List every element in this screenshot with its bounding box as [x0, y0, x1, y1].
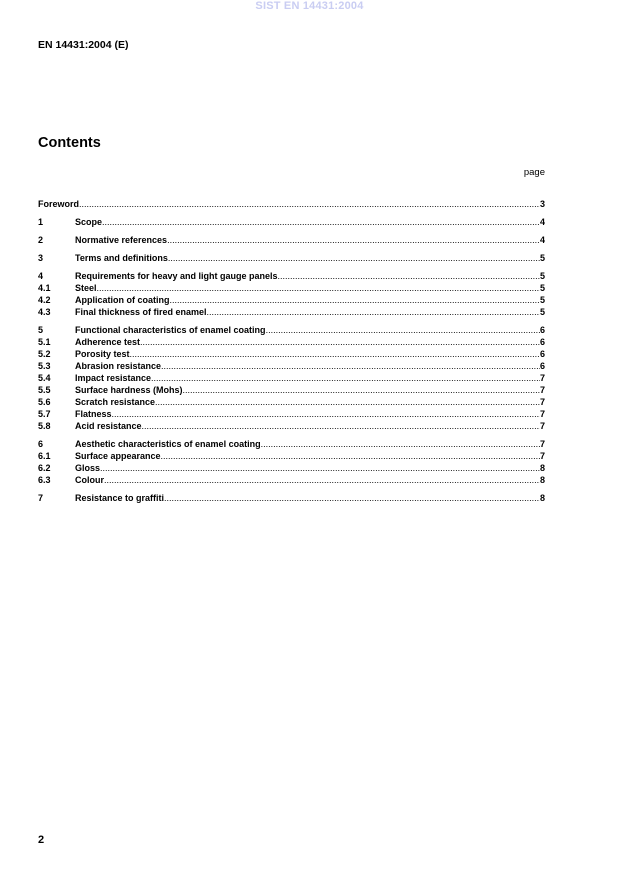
toc-entry-title: Normative references	[75, 235, 168, 245]
toc-entry-title: Porosity test	[75, 349, 130, 359]
toc-entry[interactable]	[38, 252, 545, 264]
toc-entry-title: Impact resistance	[75, 373, 152, 383]
toc-dot-leader	[112, 408, 540, 420]
toc-entry-page: 6	[539, 361, 545, 371]
toc-entry[interactable]	[38, 348, 545, 360]
watermark: SIST EN 14431:2004	[255, 0, 364, 12]
toc-dot-leader	[167, 234, 540, 246]
toc-entry-number: 5.8	[38, 421, 51, 431]
toc-entry-page: 7	[539, 439, 545, 449]
toc-entry-title: Scope	[75, 217, 103, 227]
toc-entry-number: 1	[38, 217, 44, 227]
toc-dot-leader	[170, 294, 540, 306]
toc-entry-title: Resistance to graffiti	[75, 493, 165, 503]
page-column-label: page	[523, 167, 545, 178]
toc-entry-page: 6	[539, 337, 545, 347]
toc-entry[interactable]	[38, 336, 545, 348]
toc-entry[interactable]	[38, 372, 545, 384]
toc-entry-title: Surface appearance	[75, 451, 161, 461]
toc-entry[interactable]	[38, 492, 545, 504]
toc-entry-page: 7	[539, 409, 545, 419]
toc-entry-title: Foreword	[38, 199, 80, 209]
toc-entry-title: Abrasion resistance	[75, 361, 162, 371]
toc-dot-leader	[278, 270, 540, 282]
toc-entry[interactable]	[38, 294, 545, 306]
toc-entry-page: 7	[539, 421, 545, 431]
toc-entry[interactable]	[38, 198, 545, 210]
toc-entry-number: 4.3	[38, 307, 51, 317]
toc-entry-number: 6.1	[38, 451, 51, 461]
toc-entry[interactable]	[38, 474, 545, 486]
toc-entry[interactable]	[38, 462, 545, 474]
toc-entry-number: 6	[38, 439, 44, 449]
toc-dot-leader	[151, 372, 540, 384]
toc-entry-number: 6.3	[38, 475, 51, 485]
toc-entry-page: 7	[539, 451, 545, 461]
toc-entry-title: Final thickness of fired enamel	[75, 307, 207, 317]
toc-entry-title: Surface hardness (Mohs)	[75, 385, 183, 395]
toc-entry-page: 5	[539, 295, 545, 305]
toc-dot-leader	[102, 216, 540, 228]
toc-entry-title: Flatness	[75, 409, 112, 419]
toc-entry-number: 5	[38, 325, 44, 335]
toc-entry-number: 5.3	[38, 361, 51, 371]
toc-entry-number: 5.4	[38, 373, 51, 383]
toc-entry-page: 6	[539, 349, 545, 359]
toc-dot-leader	[142, 420, 540, 432]
toc-dot-leader	[97, 282, 540, 294]
toc-entry-page: 6	[539, 325, 545, 335]
toc-entry-title: Acid resistance	[75, 421, 142, 431]
document-id: EN 14431:2004 (E)	[38, 39, 129, 51]
toc-entry-number: 3	[38, 253, 44, 263]
page-number: 2	[38, 834, 45, 846]
toc-dot-leader	[168, 252, 540, 264]
toc-entry-number: 5.1	[38, 337, 51, 347]
toc-dot-leader	[140, 336, 540, 348]
toc-dot-leader	[161, 360, 540, 372]
toc-entry-number: 4.2	[38, 295, 51, 305]
toc-entry-page: 7	[539, 397, 545, 407]
toc-entry[interactable]	[38, 408, 545, 420]
toc-entry[interactable]	[38, 438, 545, 450]
toc-dot-leader	[104, 474, 540, 486]
toc-dot-leader	[155, 396, 540, 408]
toc-dot-leader	[79, 198, 540, 210]
toc-entry-page: 8	[539, 463, 545, 473]
toc-entry-title: Application of coating	[75, 295, 170, 305]
toc-entry-number: 6.2	[38, 463, 51, 473]
toc-dot-leader	[183, 384, 540, 396]
toc-entry-number: 5.2	[38, 349, 51, 359]
toc-entry[interactable]	[38, 360, 545, 372]
toc-entry[interactable]	[38, 234, 545, 246]
toc-dot-leader	[261, 438, 540, 450]
toc-entry-page: 4	[539, 217, 545, 227]
toc-entry-number: 5.7	[38, 409, 51, 419]
toc-entry[interactable]	[38, 216, 545, 228]
toc-entry-page: 5	[539, 307, 545, 317]
toc-entry-page: 7	[539, 373, 545, 383]
toc-dot-leader	[164, 492, 540, 504]
toc-entry-number: 4	[38, 271, 44, 281]
toc-entry-number: 5.5	[38, 385, 51, 395]
toc-dot-leader	[266, 324, 540, 336]
toc-entry[interactable]	[38, 282, 545, 294]
toc-dot-leader	[100, 462, 540, 474]
toc-entry-title: Requirements for heavy and light gauge panels	[75, 271, 278, 281]
toc-entry-page: 5	[539, 283, 545, 293]
toc-entry[interactable]	[38, 306, 545, 318]
toc-entry-title: Colour	[75, 475, 104, 485]
toc-dot-leader	[161, 450, 540, 462]
toc-entry-page: 8	[539, 493, 545, 503]
toc-entry[interactable]	[38, 450, 545, 462]
contents-title: Contents	[38, 135, 101, 151]
toc-entry[interactable]	[38, 324, 545, 336]
toc-entry-title: Aesthetic characteristics of enamel coating	[75, 439, 261, 449]
table-of-contents	[38, 198, 545, 504]
toc-entry-number: 2	[38, 235, 44, 245]
toc-dot-leader	[130, 348, 540, 360]
toc-entry-page: 8	[539, 475, 545, 485]
toc-entry[interactable]	[38, 384, 545, 396]
toc-entry-page: 3	[539, 199, 545, 209]
toc-entry-title: Gloss	[75, 463, 101, 473]
toc-entry-title: Adherence test	[75, 337, 141, 347]
toc-entry-number: 7	[38, 493, 44, 503]
toc-entry-title: Scratch resistance	[75, 397, 156, 407]
toc-entry-page: 7	[539, 385, 545, 395]
toc-entry-title: Functional characteristics of enamel coating	[75, 325, 266, 335]
toc-entry-title: Terms and definitions	[75, 253, 168, 263]
toc-entry[interactable]	[38, 420, 545, 432]
toc-entry-page: 4	[539, 235, 545, 245]
toc-entry-page: 5	[539, 253, 545, 263]
toc-entry[interactable]	[38, 396, 545, 408]
toc-entry-number: 5.6	[38, 397, 51, 407]
toc-entry-number: 4.1	[38, 283, 51, 293]
toc-dot-leader	[207, 306, 540, 318]
toc-entry[interactable]	[38, 270, 545, 282]
toc-entry-title: Steel	[75, 283, 97, 293]
toc-entry-page: 5	[539, 271, 545, 281]
